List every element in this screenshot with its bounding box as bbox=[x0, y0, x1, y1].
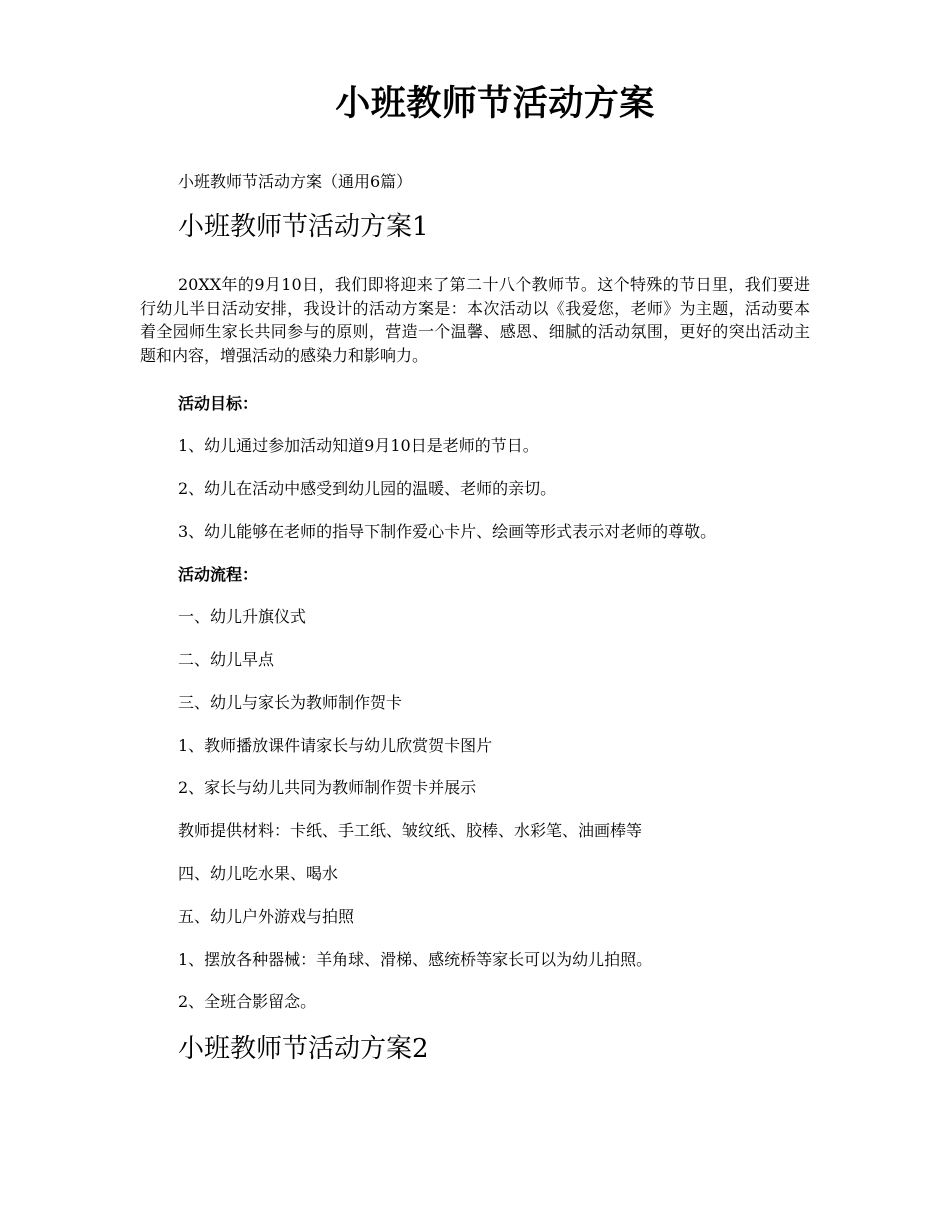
section-1-heading: 小班教师节活动方案1 bbox=[178, 212, 429, 242]
process-item: 2、家长与幼儿共同为教师制作贺卡并展示 bbox=[178, 778, 477, 797]
process-item: 一、幼儿升旗仪式 bbox=[178, 607, 307, 626]
process-item: 四、幼儿吃水果、喝水 bbox=[178, 864, 339, 883]
goal-item: 3、幼儿能够在老师的指导下制作爱心卡片、绘画等形式表示对老师的尊敬。 bbox=[178, 522, 717, 541]
process-item: 1、教师播放课件请家长与幼儿欣赏贺卡图片 bbox=[178, 736, 493, 755]
goals-label: 活动目标： bbox=[178, 394, 259, 413]
section-2-heading: 小班教师节活动方案2 bbox=[178, 1034, 429, 1064]
process-item: 五、幼儿户外游戏与拍照 bbox=[178, 907, 355, 926]
goal-item: 2、幼儿在活动中感受到幼儿园的温暖、老师的亲切。 bbox=[178, 479, 557, 498]
goal-item: 1、幼儿通过参加活动知道9月10日是老师的节日。 bbox=[178, 436, 539, 455]
process-label: 活动流程： bbox=[178, 565, 259, 584]
process-item: 2、全班合影留念。 bbox=[178, 992, 317, 1011]
process-item: 二、幼儿早点 bbox=[178, 650, 275, 669]
process-item: 1、摆放各种器械：羊角球、滑梯、感统桥等家长可以为幼儿拍照。 bbox=[178, 950, 653, 969]
document-title: 小班教师节活动方案 bbox=[335, 83, 655, 124]
document-subtitle: 小班教师节活动方案（通用6篇） bbox=[178, 172, 413, 191]
section-1-intro-paragraph: 20XX年的9月10日，我们即将迎来了第二十八个教师节。这个特殊的节日里，我们要进行幼儿半日活动安排，我设计的活动方案是：本次活动以《我爱您，老师》为主题，活动要本着全园师生家长共同参与的原则，营造一个温馨、感恩、细腻的活动氛围，更好的突出活动主题和内容，增强活动的感染力和影响力。 bbox=[140, 275, 810, 365]
process-item: 三、幼儿与家长为教师制作贺卡 bbox=[178, 693, 403, 712]
process-item: 教师提供材料：卡纸、手工纸、皱纹纸、胶棒、水彩笔、油画棒等 bbox=[178, 821, 643, 840]
